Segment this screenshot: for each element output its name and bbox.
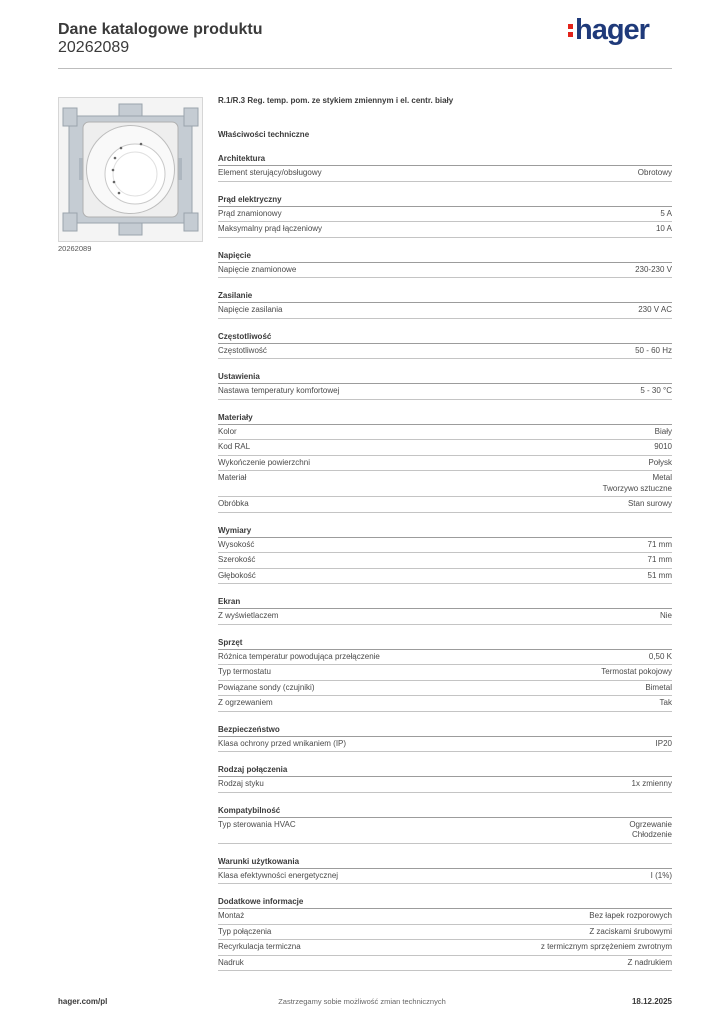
- document-title: Dane katalogowe produktu: [58, 21, 263, 38]
- spec-label: Napięcie zasilania: [218, 305, 283, 314]
- spec-section-title: Rodzaj połączenia: [218, 763, 672, 777]
- spec-row: [218, 538, 672, 554]
- product-name: R.1/R.3 Reg. temp. pom. ze stykiem zmiennym i el. centr. biały: [218, 96, 454, 105]
- spec-row: [218, 925, 672, 941]
- spec-row: [218, 696, 672, 712]
- spec-label: Klasa efektywności energetycznej: [218, 870, 339, 880]
- spec-row: [218, 207, 672, 223]
- spec-label: Nadruk: [218, 957, 244, 967]
- spec-section-title: Zasilanie: [218, 289, 672, 303]
- spec-row: [218, 497, 672, 513]
- spec-section: [218, 411, 672, 513]
- spec-section-title: Częstotliwość: [218, 330, 672, 344]
- spec-row: [218, 869, 672, 885]
- spec-value: 10 A: [655, 224, 672, 233]
- spec-section-title: Architektura: [218, 152, 672, 166]
- spec-row: [218, 777, 672, 793]
- spec-label: Typ połączenia: [218, 926, 272, 936]
- spec-section-title: Ekran: [218, 595, 672, 609]
- spec-row: [218, 737, 672, 753]
- spec-row: [218, 909, 672, 925]
- spec-row: [218, 956, 672, 972]
- spec-label: Maksymalny prąd łączeniowy: [218, 224, 323, 233]
- spec-label: Nastawa temperatury komfortowej: [218, 386, 340, 395]
- spec-section: [218, 330, 672, 360]
- spec-label: Szerokość: [218, 555, 256, 564]
- technical-properties-heading: Właściwości techniczne: [218, 130, 310, 139]
- logo-dots-icon: [568, 20, 574, 40]
- spec-value: IP20: [655, 738, 672, 748]
- spec-section: [218, 636, 672, 712]
- spec-section-title: Materiały: [218, 411, 672, 425]
- spec-label: Typ termostatu: [218, 667, 271, 676]
- spec-label: Częstotliwość: [218, 345, 267, 355]
- spec-row: [218, 384, 672, 400]
- spec-value: 71 mm: [647, 539, 672, 549]
- document-product-code: 20262089: [58, 39, 130, 56]
- header-divider: [58, 68, 672, 69]
- spec-section-title: Napięcie: [218, 249, 672, 263]
- spec-section-title: Ustawienia: [218, 370, 672, 384]
- spec-label: Materiał: [218, 473, 247, 482]
- footer-notice: Zastrzegamy sobie możliwość zmian technicznych: [278, 997, 446, 1006]
- spec-section-title: Dodatkowe informacje: [218, 895, 672, 909]
- spec-section: [218, 595, 672, 625]
- spec-label: Głębokość: [218, 570, 256, 580]
- spec-section: [218, 370, 672, 400]
- spec-row: [218, 553, 672, 569]
- spec-value: 230-230 V: [635, 264, 672, 274]
- spec-value: 1x zmienny: [631, 779, 672, 788]
- spec-section: [218, 804, 672, 844]
- spec-value: Z zaciskami śrubowymi: [589, 926, 672, 936]
- spec-label: Rodzaj styku: [218, 779, 264, 788]
- spec-row: [218, 303, 672, 319]
- spec-section: [218, 855, 672, 885]
- spec-label: Wysokość: [218, 539, 255, 549]
- spec-value: Z nadrukiem: [627, 957, 672, 967]
- spec-label: Napięcie znamionowe: [218, 264, 297, 274]
- spec-value: Tak: [659, 698, 672, 707]
- spec-value: Bez łapek rozporowych: [589, 911, 672, 920]
- spec-value: 51 mm: [647, 570, 672, 580]
- spec-label: Obróbka: [218, 499, 249, 508]
- product-image-caption: 20262089: [58, 244, 92, 253]
- spec-row: [218, 166, 672, 182]
- spec-label: Kolor: [218, 426, 237, 436]
- spec-row: [218, 609, 672, 625]
- spec-row: [218, 665, 672, 681]
- spec-label: Element sterujący/obsługowy: [218, 168, 322, 177]
- spec-section-title: Kompatybilność: [218, 804, 672, 818]
- spec-section: [218, 763, 672, 793]
- spec-value: Termostat pokojowy: [601, 667, 672, 676]
- spec-label: Prąd znamionowy: [218, 208, 282, 218]
- spec-value: 71 mm: [647, 555, 672, 564]
- specification-table: [218, 152, 672, 982]
- spec-value: 5 A: [660, 208, 672, 218]
- spec-label: Klasa ochrony przed wnikaniem (IP): [218, 738, 347, 748]
- spec-value: Metal Tworzywo sztuczne: [602, 473, 672, 493]
- spec-label: Montaż: [218, 911, 245, 920]
- spec-row: [218, 456, 672, 472]
- spec-section-title: Sprzęt: [218, 636, 672, 650]
- spec-label: Kod RAL: [218, 442, 251, 451]
- product-image: [58, 97, 203, 242]
- spec-label: Z wyświetlaczem: [218, 611, 279, 620]
- footer-website: hager.com/pl: [58, 997, 108, 1006]
- spec-value: 230 V AC: [638, 305, 672, 314]
- spec-value: 9010: [654, 442, 672, 451]
- spec-value: Biały: [654, 426, 672, 436]
- spec-row: [218, 681, 672, 697]
- spec-row: [218, 222, 672, 238]
- spec-value: Obrotowy: [637, 168, 672, 177]
- spec-section: [218, 289, 672, 319]
- spec-section: [218, 249, 672, 279]
- spec-value: 0,50 K: [648, 651, 672, 661]
- spec-row: [218, 471, 672, 497]
- spec-value: z termicznym sprzężeniem zwrotnym: [540, 942, 672, 951]
- footer-date: 18.12.2025: [631, 997, 672, 1006]
- spec-value: Ogrzewanie Chłodzenie: [629, 819, 672, 839]
- spec-value: Bimetal: [645, 682, 672, 692]
- spec-label: Z ogrzewaniem: [218, 698, 273, 707]
- spec-row: [218, 263, 672, 279]
- spec-row: [218, 818, 672, 844]
- spec-value: 5 - 30 °C: [640, 386, 672, 395]
- spec-label: Różnica temperatur powodująca przełączenie: [218, 651, 380, 661]
- spec-section: [218, 895, 672, 971]
- spec-row: [218, 344, 672, 360]
- hager-logo: hager: [568, 14, 649, 47]
- spec-label: Recyrkulacja termiczna: [218, 942, 301, 951]
- spec-row: [218, 569, 672, 585]
- spec-value: Stan surowy: [627, 499, 672, 508]
- spec-section: [218, 723, 672, 753]
- spec-value: 50 - 60 Hz: [635, 345, 672, 355]
- spec-row: [218, 940, 672, 956]
- spec-section-title: Wymiary: [218, 524, 672, 538]
- spec-label: Wykończenie powierzchni: [218, 457, 310, 467]
- spec-section: [218, 193, 672, 238]
- thermostat-image: [59, 98, 202, 241]
- spec-value: Połysk: [648, 457, 672, 467]
- spec-section: [218, 524, 672, 585]
- spec-label: Powiązane sondy (czujniki): [218, 682, 315, 692]
- spec-row: [218, 650, 672, 666]
- spec-section-title: Bezpieczeństwo: [218, 723, 672, 737]
- spec-section-title: Prąd elektryczny: [218, 193, 672, 207]
- spec-section-title: Warunki użytkowania: [218, 855, 672, 869]
- spec-value: Nie: [659, 611, 672, 620]
- spec-value: I (1%): [650, 870, 672, 880]
- spec-label: Typ sterowania HVAC: [218, 819, 296, 829]
- spec-section: [218, 152, 672, 182]
- spec-row: [218, 440, 672, 456]
- spec-row: [218, 425, 672, 441]
